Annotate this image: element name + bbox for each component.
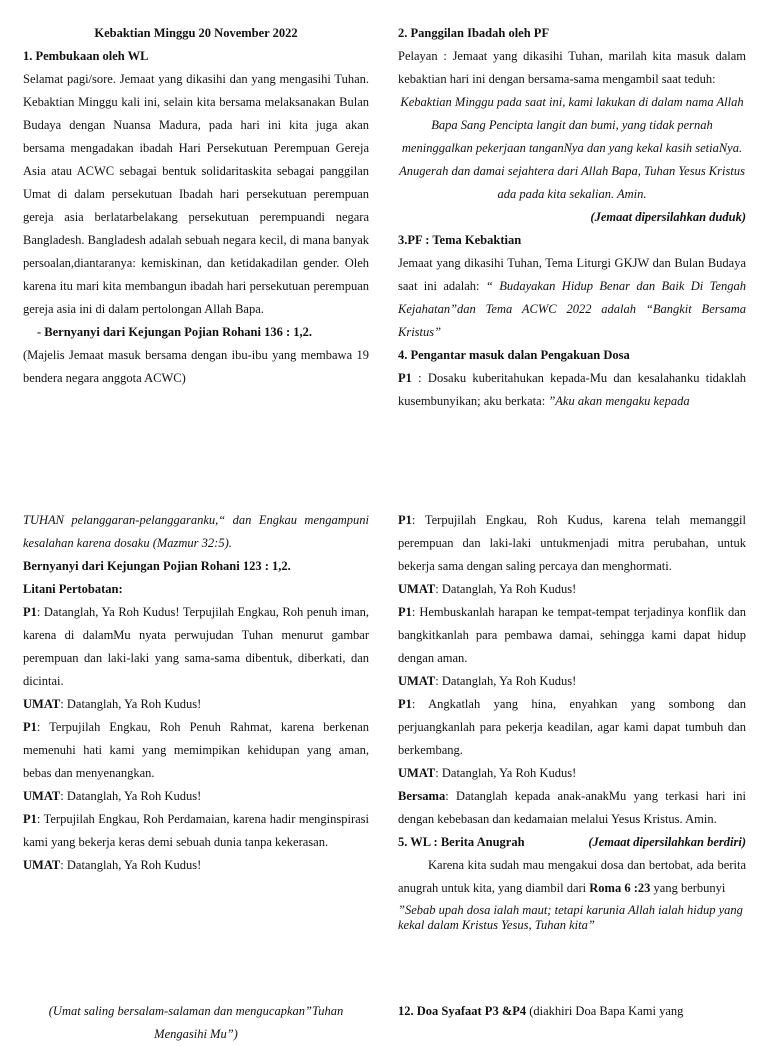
litany-text: : Hembuskanlah harapan ke tempat-tempat terjadinya konflik dan bangkitkanlah para pembawa damai, sehingga kami dapat hidup dengan aman. [398, 605, 746, 665]
litany-text: : Terpujilah Engkau, Roh Penuh Rahmat, karena berkenan memenuhi hati kami yang memimpikan kehidupan yang aman, bebas dan menyenangkan. [23, 720, 369, 780]
litany-heading: Litani Pertobatan: [23, 582, 123, 596]
response-text: : Datanglah, Ya Roh Kudus! [60, 858, 202, 872]
speaker-label: UMAT [398, 674, 436, 688]
speaker-label: UMAT [398, 582, 436, 596]
litany-line [23, 716, 369, 785]
speaker-label: P1 [23, 720, 37, 734]
response-text: : Datanglah, Ya Roh Kudus! [435, 674, 577, 688]
absolution-tail: yang berbunyi [650, 881, 726, 895]
litany-response [398, 762, 746, 785]
speaker-label: UMAT [23, 789, 61, 803]
theme-quote: “ Budayakan Hidup Benar dan Baik Di Tengah Kejahatan”dan Tema ACWC 2022 adalah “Bangkit Bersama Kristus” [398, 279, 746, 339]
litany-line [23, 601, 369, 693]
litany-text: : Terpujilah Engkau, Roh Kudus, karena telah memanggil perempuan dan laki-laki untukmenjadi mitra perubahan, untuk bekerja sama dengan saling percaya dan menghormati. [398, 513, 746, 573]
call-paragraph: Pelayan : Jemaat yang dikasihi Tuhan, marilah kita masuk dalam kebaktian hari ini dengan bersama-sama mengambil saat teduh: [398, 49, 746, 86]
litany-text: : Terpujilah Engkau, Roh Perdamaian, karena hadir menginspirasi kami yang bekerja keras demi sebuah dunia tanpa kekerasan. [23, 812, 369, 849]
litany-text: : Datanglah, Ya Roh Kudus! Terpujilah Engkau, Roh penuh iman, karena di dalamMu nyata perwujudan Tuhan menurut gambar perempuan dan laki-laki yang sama-sama dibentuk, diberkati, dan dicintai. [23, 605, 369, 688]
scripture-reference: Roma 6 :23 [589, 881, 651, 895]
litany-line [398, 601, 746, 670]
litany-response [23, 693, 369, 716]
response-text: : Datanglah, Ya Roh Kudus! [60, 697, 202, 711]
litany-line [398, 693, 746, 762]
closing-text: : Datanglah kepada anak-anakMu yang terkasi hari ini dengan kebebasan dan kedamaian melalui Yesus Kristus. Amin. [398, 789, 746, 826]
litany-response [23, 785, 369, 808]
song-instruction: Bernyanyi dari Kejungan Pojian Rohani 123 : 1,2. [23, 559, 291, 573]
intercession-heading [398, 1000, 746, 1023]
heading-note: (diakhiri Doa Bapa Kami yang [526, 1004, 684, 1018]
scripture-quote: ”Sebab upah dosa ialah maut; tetapi karunia Allah ialah hidup yang kekal dalam Kristus Yesus, Tuhan kita” [398, 903, 743, 932]
procession-note: (Majelis Jemaat masuk bersama dengan ibu-ibu yang membawa 19 bendera negara anggota ACWC) [23, 348, 369, 385]
speaker-label: P1 [23, 812, 37, 826]
litany-response [398, 670, 746, 693]
speaker-label: UMAT [23, 858, 61, 872]
section-heading-tema: 3.PF : Tema Kebaktian [398, 233, 522, 247]
sit-instruction: (Jemaat dipersilahkan duduk) [590, 210, 746, 224]
confession-intro [398, 367, 746, 413]
greeting-instruction: (Umat saling bersalam-salaman dan mengucapkan”Tuhan Mengasihi Mu”) [48, 1004, 344, 1041]
heading-text: 12. Doa Syafaat P3 &P4 [398, 1004, 527, 1018]
litany-text: : Angkatlah yang hina, enyahkan yang sombong dan perjuangkanlah para pekerja keadilan, agar kami dapat tumbuh dan berkembang. [398, 697, 746, 757]
litany-closing [398, 785, 746, 831]
speaker-label: P1 [398, 697, 412, 711]
votum-text: Kebaktian Minggu pada saat ini, kami lakukan di dalam nama Allah Bapa Sang Pencipta langit dan bumi, yang tidak pernah meninggalkan pekerjaan tanganNya dan yang kekal kasih setiaNya. [400, 95, 744, 155]
litany-response [23, 854, 369, 877]
speaker-label: Bersama [398, 789, 446, 803]
speaker-label: UMAT [398, 766, 436, 780]
section-heading-panggilan: 2. Panggilan Ibadah oleh PF [398, 26, 550, 40]
speaker-label: P1 [23, 605, 37, 619]
litany-response [398, 578, 746, 601]
response-text: : Datanglah, Ya Roh Kudus! [435, 582, 577, 596]
page-title: Kebaktian Minggu 20 November 2022 [94, 26, 298, 40]
column-top-right [398, 22, 746, 413]
speaker-label: P1 [398, 513, 412, 527]
speaker-label: UMAT [23, 697, 61, 711]
confession-quote: ”Aku akan mengaku kepada [548, 394, 690, 408]
psalm-quote: TUHAN pelanggaran-pelanggaranku,“ dan Engkau mengampuni kesalahan karena dosaku (Mazmur 32:5). [23, 513, 369, 550]
section-heading-berita [398, 831, 746, 854]
column-bottom-right [398, 509, 746, 933]
speaker-label: P1 [398, 371, 412, 385]
absolution-intro: Karena kita sudah mau mengakui dosa dan bertobat, ada berita anugrah untuk kita, yang diambil dari [398, 858, 746, 895]
salam-text: Anugerah dan damai sejahtera dari Allah Bapa, Tuhan Yesus Kristus ada pada kita sekalian. Amin. [399, 164, 745, 201]
speaker-label: P1 [398, 605, 412, 619]
theme-intro: Jemaat yang dikasihi Tuhan, Tema Liturgi GKJW dan Bulan Budaya saat ini adalah: [398, 256, 746, 293]
section-heading-pembukaan: 1. Pembukaan oleh WL [23, 49, 149, 63]
litany-line [398, 509, 746, 578]
absolution-paragraph [398, 854, 746, 900]
stand-instruction: (Jemaat dipersilahkan berdiri) [588, 835, 746, 849]
column-bottom-left [23, 509, 369, 877]
litany-line [23, 808, 369, 854]
response-text: : Datanglah, Ya Roh Kudus! [435, 766, 577, 780]
confession-text: : Dosaku kuberitahukan kepada-Mu dan kesalahanku tidaklah kusembunyikan; aku berkata: [398, 371, 746, 408]
heading-text: 5. WL : Berita Anugrah [398, 835, 525, 849]
response-text: : Datanglah, Ya Roh Kudus! [60, 789, 202, 803]
song-instruction: - Bernyanyi dari Kejungan Pojian Rohani 136 : 1,2. [37, 325, 313, 339]
opening-paragraph: Selamat pagi/sore. Jemaat yang dikasihi dan yang mengasihi Tuhan. Kebaktian Minggu kali ini, selain kita bersama melaksanakan Bulan Budaya dengan Nuansa Madura, pada hari ini kita juga akan bersama mengadakan ibadah Hari Persekutuan Perempuan Gereja Asia atau ACWC sebagai bentuk solidaritaskita sebagai panggilan Umat di dalam persekutuan Ibadah hari persekutuan perempuan gereja asia berlatarbelakang persekutuan perempuandi negara Bangladesh. Bangladesh adalah sebuah negara kecil, di mana banyak persoalan,diantaranya: kemiskinan, dan ketidakadilan gender. Oleh karena itu mari kita membangun ibadah hari persekutuan perempuan gereja asia ini di dalam pertolongan Allah Bapa. [23, 72, 369, 316]
column-top-left [23, 22, 369, 390]
section-heading-pengantar: 4. Pengantar masuk dalan Pengakuan Dosa [398, 348, 630, 362]
theme-paragraph [398, 252, 746, 344]
